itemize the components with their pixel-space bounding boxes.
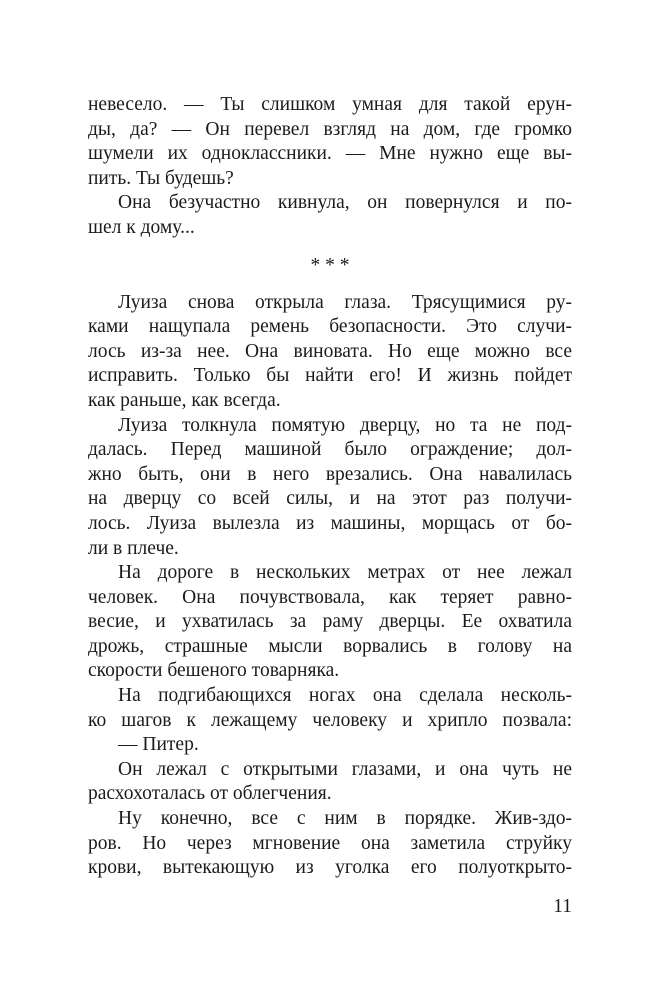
- text-line: ли в плече.: [88, 537, 179, 559]
- text-line: Он лежал с открытыми глазами, и она чуть не: [118, 758, 572, 780]
- text-line: человек. Она почувствовала, как теряет равно-: [88, 586, 572, 608]
- text-line: Ну конечно, все с ним в порядке. Жив-здо-: [118, 808, 572, 830]
- text-line: скорости бешеного товарняка.: [88, 660, 340, 682]
- text-line: ко шагов к лежащему человеку и хрипло позвала:: [88, 709, 572, 731]
- text-line: лось из-за нее. Она виновата. Но еще можно все: [88, 340, 572, 362]
- page-number: 11: [553, 896, 572, 917]
- text-line: далась. Перед машиной было ограждение; дол-: [88, 439, 572, 461]
- text-line: шумели их одноклассники. — Мне нужно еще вы-: [88, 143, 572, 165]
- section-break: * * *: [310, 254, 350, 276]
- text-line: пить. Ты будешь?: [88, 167, 234, 189]
- text-line: жно быть, они в него врезались. Она навалилась: [88, 463, 572, 485]
- text-line: весие, и ухватилась за раму дверцы. Ее охватила: [88, 611, 572, 633]
- text-line: лось. Луиза вылезла из машины, морщась от бо-: [88, 512, 572, 534]
- text-line: — Питер.: [118, 734, 199, 756]
- text-line: Луиза толкнула помятую дверцу, но та не под-: [118, 414, 572, 436]
- text-line: крови, вытекающую из уголка его полуоткрыто-: [88, 857, 572, 879]
- text-line: невесело. — Ты слишком умная для такой ерун-: [88, 94, 572, 115]
- text-line: шел к дому...: [88, 216, 195, 238]
- text-line: Луиза снова открыла глаза. Трясущимися ру-: [118, 291, 572, 313]
- text-line: ров. Но через мгновение она заметила струйку: [88, 832, 572, 854]
- text-line: На дороге в нескольких метрах от нее лежал: [118, 562, 572, 584]
- text-line: На подгибающихся ногах она сделала несколь-: [118, 685, 572, 707]
- text-line: исправить. Только бы найти его! И жизнь пойдет: [88, 365, 572, 387]
- text-line: расхохоталась от облегчения.: [88, 783, 332, 805]
- text-line: Она безучастно кивнула, он повернулся и по-: [118, 192, 572, 214]
- text-line: ками нащупала ремень безопасности. Это случи-: [88, 316, 572, 338]
- text-line: ды, да? — Он перевел взгляд на дом, где громко: [88, 118, 572, 140]
- text-line: как раньше, как всегда.: [88, 389, 281, 411]
- body-text: [88, 93, 572, 881]
- text-line: дрожь, страшные мысли ворвались в голову на: [88, 635, 572, 657]
- text-line: на дверцу со всей силы, и на этот раз получи-: [88, 488, 572, 510]
